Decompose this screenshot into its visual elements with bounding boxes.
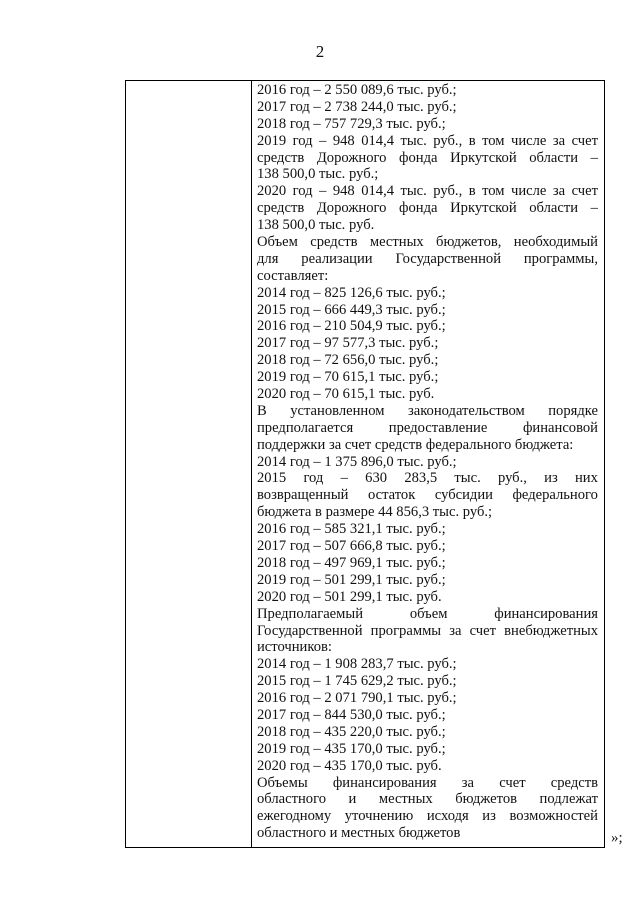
text-line: 2017 год – 2 738 244,0 тыс. руб.;	[257, 98, 457, 115]
word: программы,	[523, 250, 598, 267]
word: и	[348, 791, 357, 808]
word: средств	[550, 774, 598, 791]
text-line: составляет:	[257, 267, 329, 284]
text-line: 138 500,0 тыс. руб.;	[257, 166, 379, 183]
word: числе	[510, 132, 547, 149]
text-line	[257, 470, 598, 487]
text-line: 2016 год – 2 071 790,1 тыс. руб.;	[257, 690, 457, 707]
text-line: 138 500,0 тыс. руб.	[257, 217, 375, 234]
word: 014,4	[361, 183, 395, 200]
word: год	[292, 183, 313, 200]
word: Государственной	[257, 622, 363, 639]
word: –	[319, 183, 327, 200]
word: финансирования	[494, 605, 598, 622]
word: средств	[310, 234, 358, 251]
word: средств	[257, 200, 305, 217]
text-line: 2017 год – 97 577,3 тыс. руб.;	[257, 335, 439, 352]
text-line	[257, 606, 598, 623]
word: за	[552, 132, 566, 149]
text-line	[257, 183, 598, 200]
text-line: 2015 год – 666 449,3 тыс. руб.;	[257, 301, 446, 318]
word: 014,4	[361, 132, 395, 149]
text-line: 2018 год – 757 729,3 тыс. руб.;	[257, 115, 446, 132]
word: счет	[469, 622, 497, 639]
text-line: 2020 год – 501 299,1 тыс. руб.	[257, 588, 442, 605]
word: Дорожного	[316, 149, 387, 166]
text-line	[257, 775, 598, 792]
text-line	[257, 133, 598, 150]
word: тыс.	[400, 132, 427, 149]
word: Объемы	[257, 774, 308, 791]
word: том	[482, 132, 505, 149]
word: ежегодному	[257, 808, 332, 825]
word: год	[303, 470, 324, 487]
text-line	[257, 251, 598, 268]
word: счет	[571, 183, 598, 200]
word: них	[574, 470, 598, 487]
word: федерального	[512, 487, 598, 504]
word: тыс.	[454, 470, 481, 487]
word: предполагается	[257, 419, 354, 436]
word: за	[552, 183, 566, 200]
text-line: 2017 год – 507 666,8 тыс. руб.;	[257, 538, 446, 555]
word: год	[292, 132, 313, 149]
word: внебюджетных	[504, 622, 598, 639]
text-line: 2019 год – 501 299,1 тыс. руб.;	[257, 571, 446, 588]
text-line: 2019 год – 70 615,1 тыс. руб.;	[257, 369, 439, 386]
text-line: 2015 год – 1 745 629,2 тыс. руб.;	[257, 673, 457, 690]
word: В	[257, 402, 267, 419]
word: числе	[510, 183, 547, 200]
word: финансовой	[522, 419, 598, 436]
text-line: бюджета в размере 44 856,3 тыс. руб.;	[257, 504, 493, 521]
word: из	[482, 808, 496, 825]
word: законодательством	[407, 402, 525, 419]
text-line	[257, 200, 598, 217]
text-line: 2018 год – 72 656,0 тыс. руб.;	[257, 352, 439, 369]
page-number: 2	[315, 42, 325, 61]
word: –	[590, 149, 598, 166]
text-line: 2014 год – 1 908 283,7 тыс. руб.;	[257, 656, 457, 673]
text-line	[257, 403, 598, 420]
table-cell-content	[257, 82, 598, 842]
word: подлежат	[539, 791, 598, 808]
text-line	[257, 487, 598, 504]
word: 2015	[257, 470, 287, 487]
word: в	[468, 183, 476, 200]
word: финансирования	[332, 774, 437, 791]
text-line	[257, 234, 598, 251]
word: счет	[499, 774, 526, 791]
word: необходимый	[513, 234, 598, 251]
word: установленном	[290, 402, 385, 419]
text-line: 2020 год – 70 615,1 тыс. руб.	[257, 386, 435, 403]
text-line: 2017 год – 844 530,0 тыс. руб.;	[257, 706, 446, 723]
text-line: 2014 год – 825 126,6 тыс. руб.;	[257, 284, 446, 301]
word: области	[529, 149, 579, 166]
word: реализации	[301, 250, 373, 267]
word: 948	[332, 132, 355, 149]
column-divider	[251, 81, 252, 847]
word: Государственной	[395, 250, 502, 267]
word: местных	[378, 791, 433, 808]
word: бюджетов	[455, 791, 518, 808]
text-line: 2014 год – 1 375 896,0 тыс. руб.;	[257, 453, 457, 470]
text-line	[257, 420, 598, 437]
word: –	[319, 132, 327, 149]
word: субсидии	[434, 487, 493, 504]
word: возможностей	[509, 808, 598, 825]
word: –	[340, 470, 348, 487]
word: фонда	[399, 200, 438, 217]
word: в	[468, 132, 476, 149]
text-line: 2018 год – 435 220,0 тыс. руб.;	[257, 723, 446, 740]
word: предоставление	[388, 419, 488, 436]
text-line: областного и местных бюджетов	[257, 825, 461, 842]
word: руб.,	[433, 183, 463, 200]
word: Иркутской	[450, 149, 517, 166]
word: 948	[332, 183, 355, 200]
word: за	[449, 622, 462, 639]
text-line: 2016 год – 210 504,9 тыс. руб.;	[257, 318, 446, 335]
word: порядке	[548, 402, 598, 419]
word: 2020	[257, 183, 287, 200]
text-line: источников:	[257, 639, 332, 656]
closing-quote-mark: »;	[611, 830, 623, 846]
text-line	[257, 791, 598, 808]
word: том	[482, 183, 505, 200]
text-line: поддержки за счет средств федерального бюджета:	[257, 436, 574, 453]
word: уточнению	[344, 808, 414, 825]
word: областного	[257, 791, 326, 808]
word: объем	[409, 605, 448, 622]
word: 2019	[257, 132, 287, 149]
word: остаток	[367, 487, 416, 504]
text-line: 2016 год – 585 321,1 тыс. руб.;	[257, 521, 446, 538]
word: средств	[257, 149, 305, 166]
text-line: 2019 год – 435 170,0 тыс. руб.;	[257, 740, 446, 757]
word: Дорожного	[316, 200, 387, 217]
text-line: 2018 год – 497 969,1 тыс. руб.;	[257, 554, 446, 571]
word: области	[529, 200, 579, 217]
word: 630	[365, 470, 388, 487]
word: для	[257, 250, 279, 267]
word: за	[461, 774, 475, 791]
word: тыс.	[400, 183, 427, 200]
text-line: 2016 год – 2 550 089,6 тыс. руб.;	[257, 82, 457, 98]
text-line	[257, 623, 598, 640]
word: –	[590, 200, 598, 217]
word: фонда	[399, 149, 438, 166]
word: Предполагаемый	[257, 605, 364, 622]
table-frame	[125, 80, 605, 848]
word: Иркутской	[450, 200, 517, 217]
word: исходя	[426, 808, 469, 825]
word: 283,5	[404, 470, 438, 487]
word: Объем	[257, 234, 298, 251]
word: руб.,	[497, 470, 527, 487]
word: программы	[370, 622, 442, 639]
word: бюджетов,	[436, 234, 502, 251]
word: возвращенный	[257, 487, 349, 504]
word: местных	[369, 234, 424, 251]
text-line: 2020 год – 435 170,0 тыс. руб.	[257, 757, 442, 774]
word: из	[544, 470, 558, 487]
text-line	[257, 808, 598, 825]
word: руб.,	[433, 132, 463, 149]
word: счет	[571, 132, 598, 149]
text-line	[257, 150, 598, 167]
